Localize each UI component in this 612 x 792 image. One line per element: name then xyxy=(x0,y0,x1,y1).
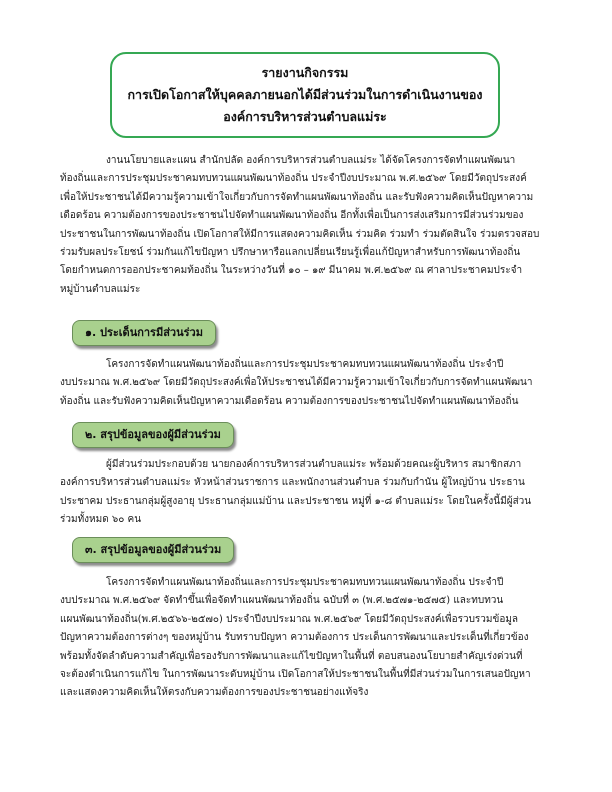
section-3-line: โครงการจัดทำแผนพัฒนาท้องถิ่นและการประชุมประชาคมทบทวนแผนพัฒนาท้องถิ่น ประจำปี xyxy=(106,577,504,588)
section-3-line: และแสดงความคิดเห็นให้ตรงกับความต้องการของประชาชนอย่างแท้จริง xyxy=(60,687,369,699)
section-2-line: ร่วมทั้งหมด ๖๐ คน xyxy=(60,514,142,526)
section-3-line: แผนพัฒนาท้องถิ่น(พ.ศ.๒๕๖๖-๒๕๗๐) ประจำปีงบประมาณ พ.ศ.๒๕๖๙ โดยมีวัตถุประสงค์เพื่อรวบรวมข้อมูล xyxy=(60,613,519,625)
section-2-line: ผู้มีส่วนร่วมประกอบด้วย นายกองค์การบริหารส่วนตำบลแม่ระ พร้อมด้วยคณะผู้บริหาร สมาชิกสภา xyxy=(106,459,522,470)
intro-line: หมู่บ้านตำบลแม่ระ xyxy=(60,283,141,295)
section-1-heading: ๑. ประเด็นการมีส่วนร่วม xyxy=(72,320,216,346)
section-3-line: พร้อมทั้งจัดลำดับความสำคัญเพื่อรองรับการพัฒนาและแก้ไขปัญหาในพื้นที่ ตอบสนองนโยบายสำคัญเร่งด่วนที่ xyxy=(60,650,523,662)
section-1-paragraph xyxy=(60,356,554,411)
section-3-paragraph xyxy=(60,574,554,703)
section-3-heading: ๓. สรุปข้อมูลของผู้มีส่วนร่วม xyxy=(72,537,234,563)
section-2-line: องค์การบริหารส่วนตำบลแม่ระ หัวหน้าส่วนราชการ และพนักงานส่วนตำบล ร่วมกับกำนัน ผู้ใหญ่บ้าน ประธาน xyxy=(60,477,525,489)
report-subtitle: การเปิดโอกาสให้บุคคลภายนอกได้มีส่วนร่วมในการดำเนินงานของ xyxy=(127,87,483,102)
title-box xyxy=(110,52,500,138)
section-1-line: โครงการจัดทำแผนพัฒนาท้องถิ่นและการประชุมประชาคมทบทวนแผนพัฒนาท้องถิ่น ประจำปี xyxy=(106,359,504,370)
section-2-heading: ๒. สรุปข้อมูลของผู้มีส่วนร่วม xyxy=(72,422,234,448)
section-1-line: ท้องถิ่น และรับฟังความคิดเห็นปัญหาความเดือดร้อน ความต้องการของประชาชนไปจัดทำแผนพัฒนาท้องถิ่น xyxy=(60,395,519,407)
section-3-line: ปัญหาความต้องการต่างๆ ของหมู่บ้าน รับทราบปัญหา ความต้องการ ประเด็นการพัฒนาและประเด็นที่เกี่ยวข้อง xyxy=(60,632,529,644)
intro-line: ร่วมรับผลประโยชน์ ร่วมกันแก้ไขปัญหา ปรึกษาหารือแลกเปลี่ยนเรียนรู้เพื่อแก้ปัญหาสำหรับการพัฒนาท้องถิ่น xyxy=(60,246,521,258)
intro-line: ท้องถิ่นและการประชุมประชาคมทบทวนแผนพัฒนาท้องถิ่น ประจำปีงบประมาณ พ.ศ.๒๕๖๙ โดยมีวัตถุประสงค์ xyxy=(60,173,527,185)
section-1-line: งบประมาณ พ.ศ.๒๕๖๙ โดยมีวัตถุประสงค์เพื่อให้ประชาชนได้มีความรู้ความเข้าใจเกี่ยวกับการจัดทำแผนพัฒนา xyxy=(60,377,533,389)
intro-line: โดยกำหนดการออกประชาคมท้องถิ่น ในระหว่างวันที่ ๑๐ – ๑๙ มีนาคม พ.ศ.๒๕๖๙ ณ ศาลาประชาคมประจำ xyxy=(60,265,523,277)
report-title: รายงานกิจกรรม xyxy=(261,65,349,80)
intro-line: ประชาชนในการพัฒนาท้องถิ่น เปิดโอกาสให้มีการแสดงความคิดเห็น ร่วมคิด ร่วมทำ ร่วมตัดสินใจ ร่วมตรวจสอบ xyxy=(60,228,540,240)
section-3-line: งบประมาณ พ.ศ.๒๕๖๙ จัดทำขึ้นเพื่อจัดทำแผนพัฒนาท้องถิ่น ฉบับที่ ๓ (พ.ศ.๒๕๗๑-๒๕๗๕) และทบทวน xyxy=(60,595,504,607)
organization-name: องค์การบริหารส่วนตำบลแม่ระ xyxy=(223,109,387,124)
section-2-line: ประชาคม ประธานกลุ่มผู้สูงอายุ ประธานกลุ่มแม่บ้าน และประชาชน หมู่ที่ ๑-๘ ตำบลแม่ระ โดยในครั้งนี้มีผู้ส่วน xyxy=(60,495,532,507)
intro-line: เดือดร้อน ความต้องการของประชาชนไปจัดทำแผนพัฒนาท้องถิ่น อีกทั้งเพื่อเป็นการส่งเสริมการมีส่วนร่วมของ xyxy=(60,210,524,222)
section-3-line: จะต้องดำเนินการแก้ไข ในการพัฒนาระดับหมู่บ้าน เปิดโอกาสให้ประชาชนในพื้นที่มีส่วนร่วมในการเสนอปัญหา xyxy=(60,668,531,680)
intro-line: งานนโยบายและแผน สำนักปลัด องค์การบริหารส่วนตำบลแม่ระ ได้จัดโครงการจัดทำแผนพัฒนา xyxy=(106,155,516,166)
intro-line: เพื่อให้ประชาชนได้มีความรู้ความเข้าใจเกี่ยวกับการจัดทำแผนพัฒนาท้องถิ่น และรับฟังความคิดเห็นปัญหาความ xyxy=(60,191,534,203)
section-2-paragraph xyxy=(60,456,554,530)
intro-paragraph xyxy=(60,152,554,299)
